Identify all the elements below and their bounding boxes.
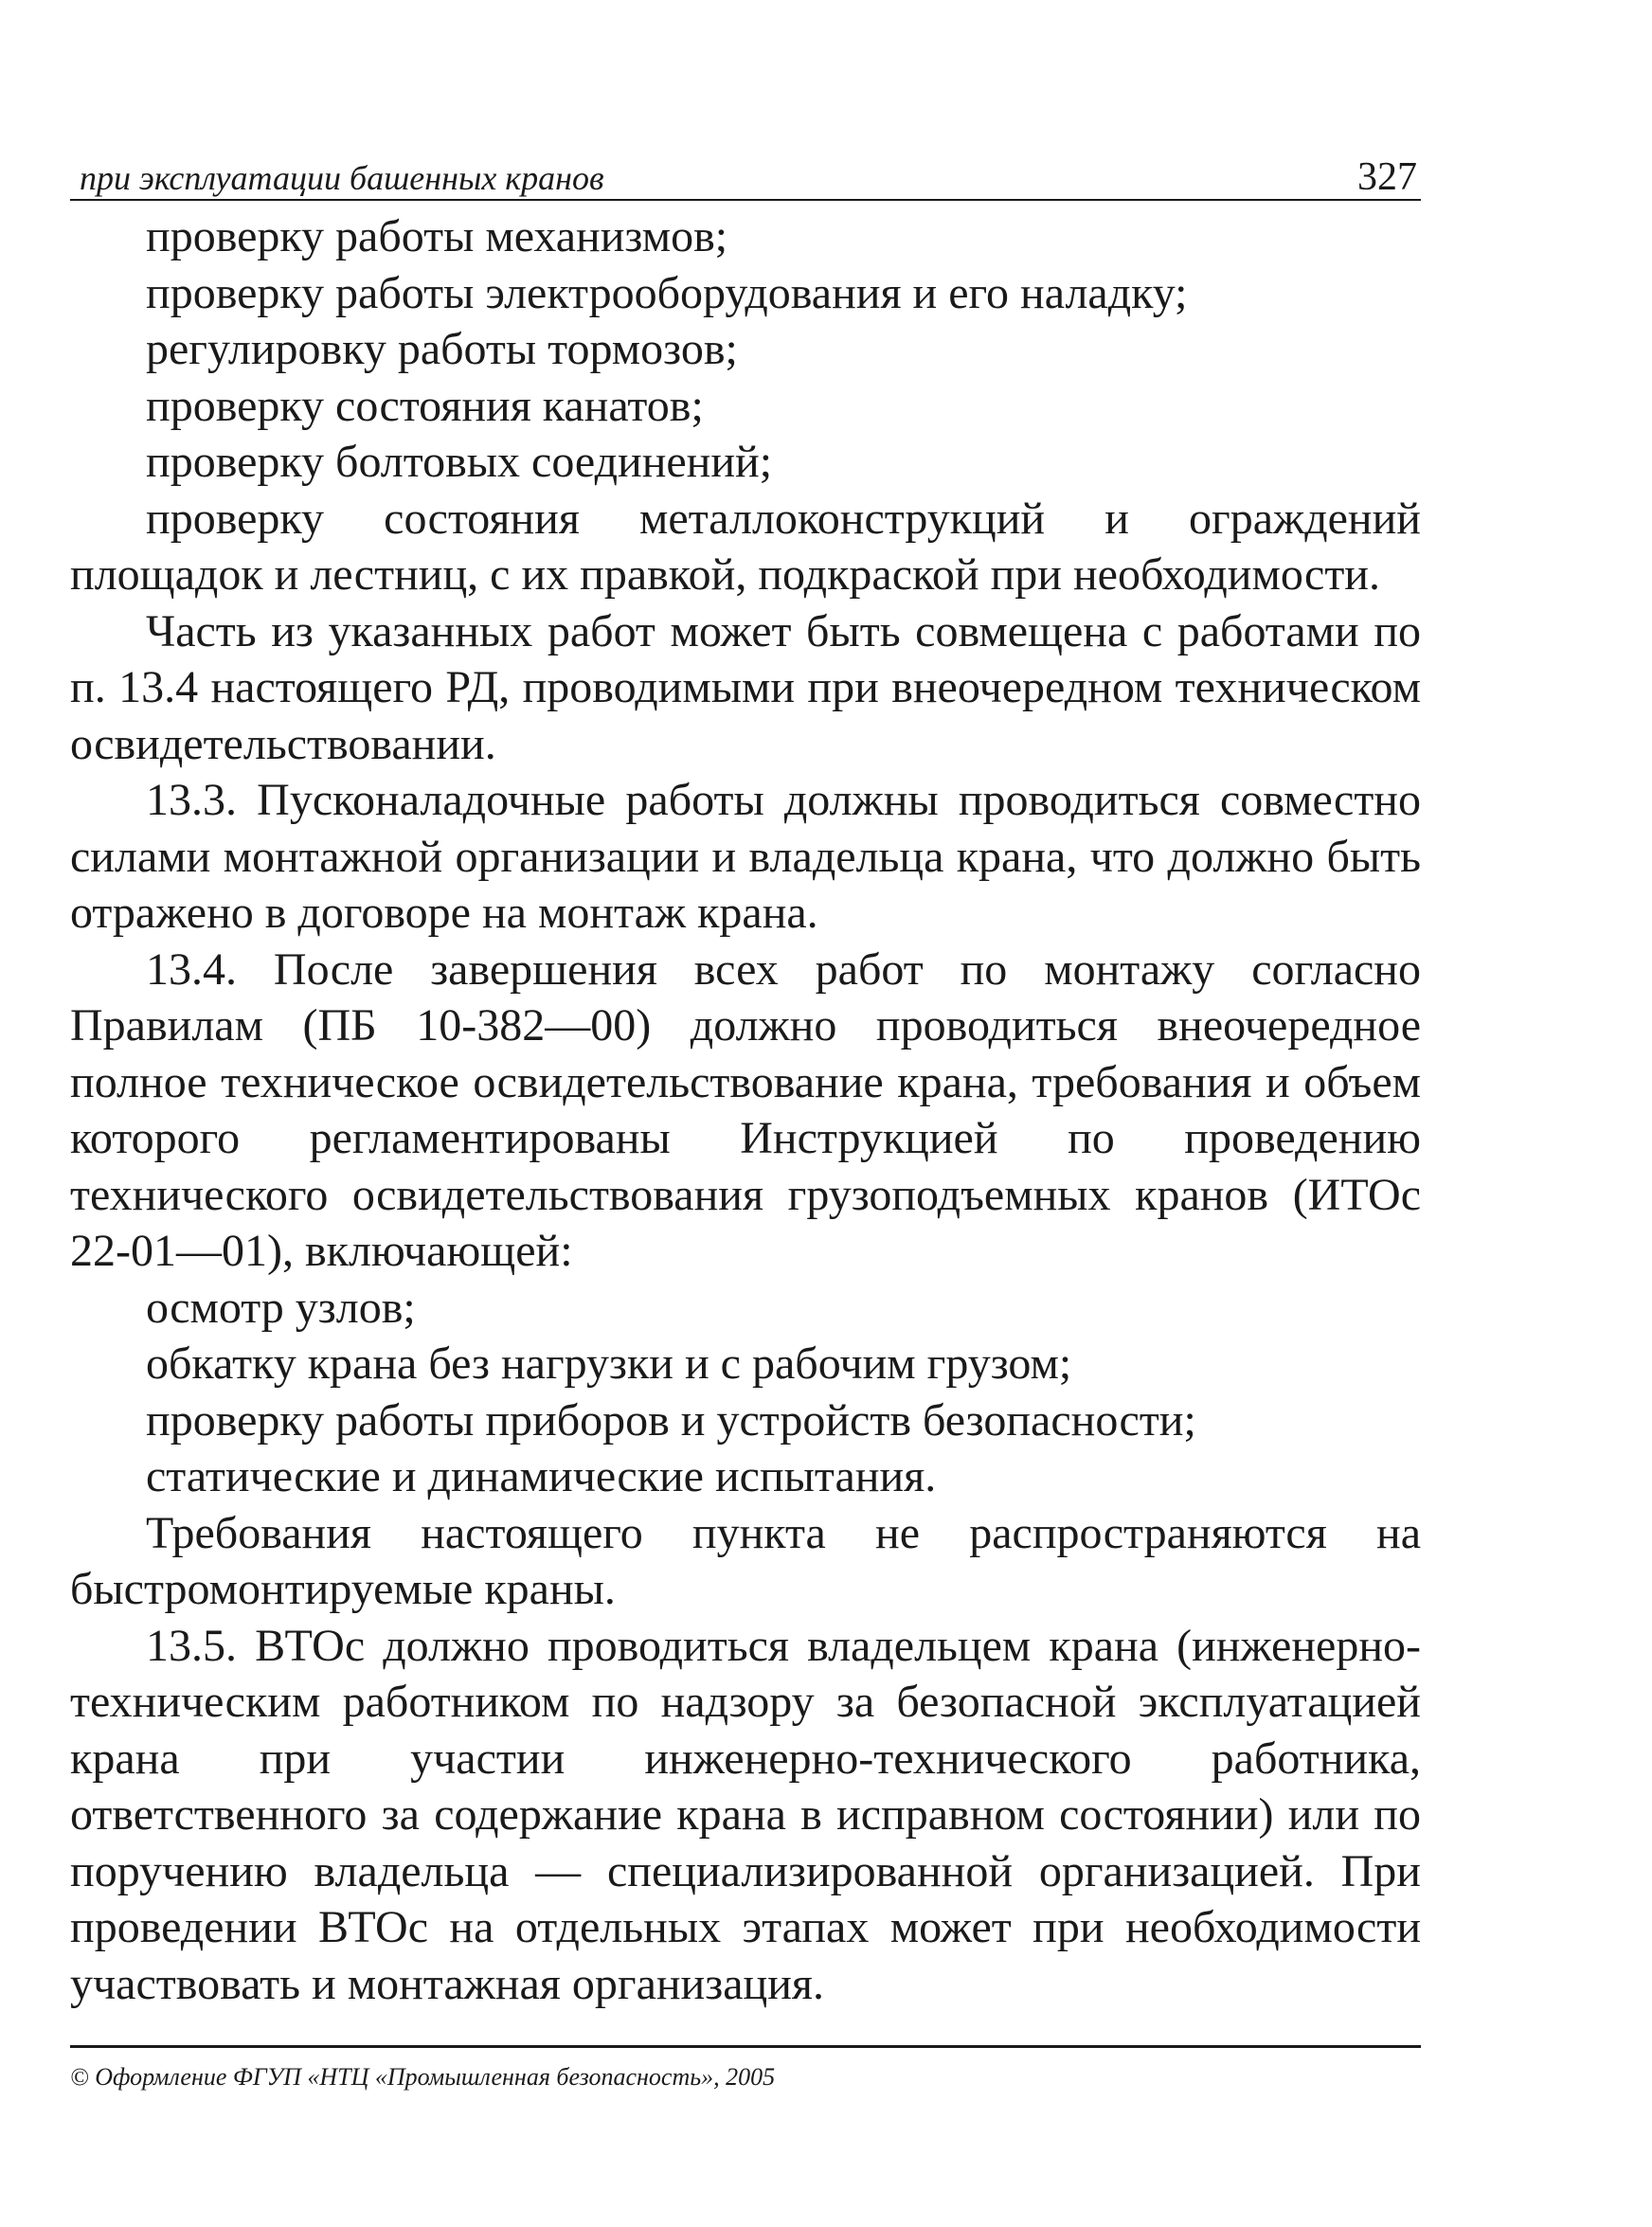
- footer-rule: [70, 2045, 1421, 2048]
- running-header: [70, 140, 1421, 201]
- list-item: проверку состояния металлоконструкций и ограждений площадок и лестниц, с их правкой, подкраской при необходимости.: [70, 493, 1421, 600]
- list-item: проверку болтовых соединений;: [146, 437, 773, 487]
- list-item: проверку состояния канатов;: [146, 380, 704, 431]
- paragraph: Часть из указанных работ может быть совмещена с работами по п. 13.4 настоящего РД, проводимыми при внеочередном техническом освидетельствовании.: [70, 605, 1421, 769]
- list-item: статические и динамические испытания.: [146, 1451, 937, 1501]
- list-item: регулировку работы тормозов;: [146, 324, 738, 374]
- paragraph-13-4: 13.4. После завершения всех работ по монтажу согласно Правилам (ПБ 10-382—00) должно проводиться внеочередное полное техническое освидетельствование крана, требования и объем которого регламентированы Инструкцией по проведению технического освидетельствования грузоподъемных кранов (ИТОс 22-01—01), включающей:: [70, 943, 1421, 1276]
- paragraph: Требования настоящего пункта не распространяются на быстромонтируемые краны.: [70, 1507, 1421, 1614]
- list-item: обкатку крана без нагрузки и с рабочим грузом;: [146, 1338, 1072, 1389]
- running-title: при эксплуатации башенных кранов: [80, 159, 604, 197]
- body-text: [70, 208, 1421, 2012]
- page-number: 327: [1357, 155, 1417, 199]
- paragraph-13-3: 13.3. Пусконаладочные работы должны проводиться совместно силами монтажной организации и владельца крана, что должно быть отражено в договоре на монтаж крана.: [70, 775, 1421, 938]
- footer-copyright: © Оформление ФГУП «НТЦ «Промышленная безопасность», 2005: [70, 2063, 776, 2091]
- list-item: осмотр узлов;: [146, 1282, 416, 1333]
- list-item: проверку работы приборов и устройств безопасности;: [146, 1394, 1196, 1446]
- list-item: проверку работы механизмов;: [146, 211, 728, 261]
- paragraph-13-5: 13.5. ВТОс должно проводиться владельцем крана (инженерно-техническим работником по надзору за безопасной эксплуатацией крана при участии инженерно-технического работника, ответственного за содержание крана в исправном состоянии) или по поручению владельца — специализированной организацией. При проведении ВТОс на отдельных этапах может при необходимости участвовать и монтажная организация.: [70, 1620, 1421, 2009]
- list-item: проверку работы электрооборудования и его наладку;: [146, 267, 1188, 318]
